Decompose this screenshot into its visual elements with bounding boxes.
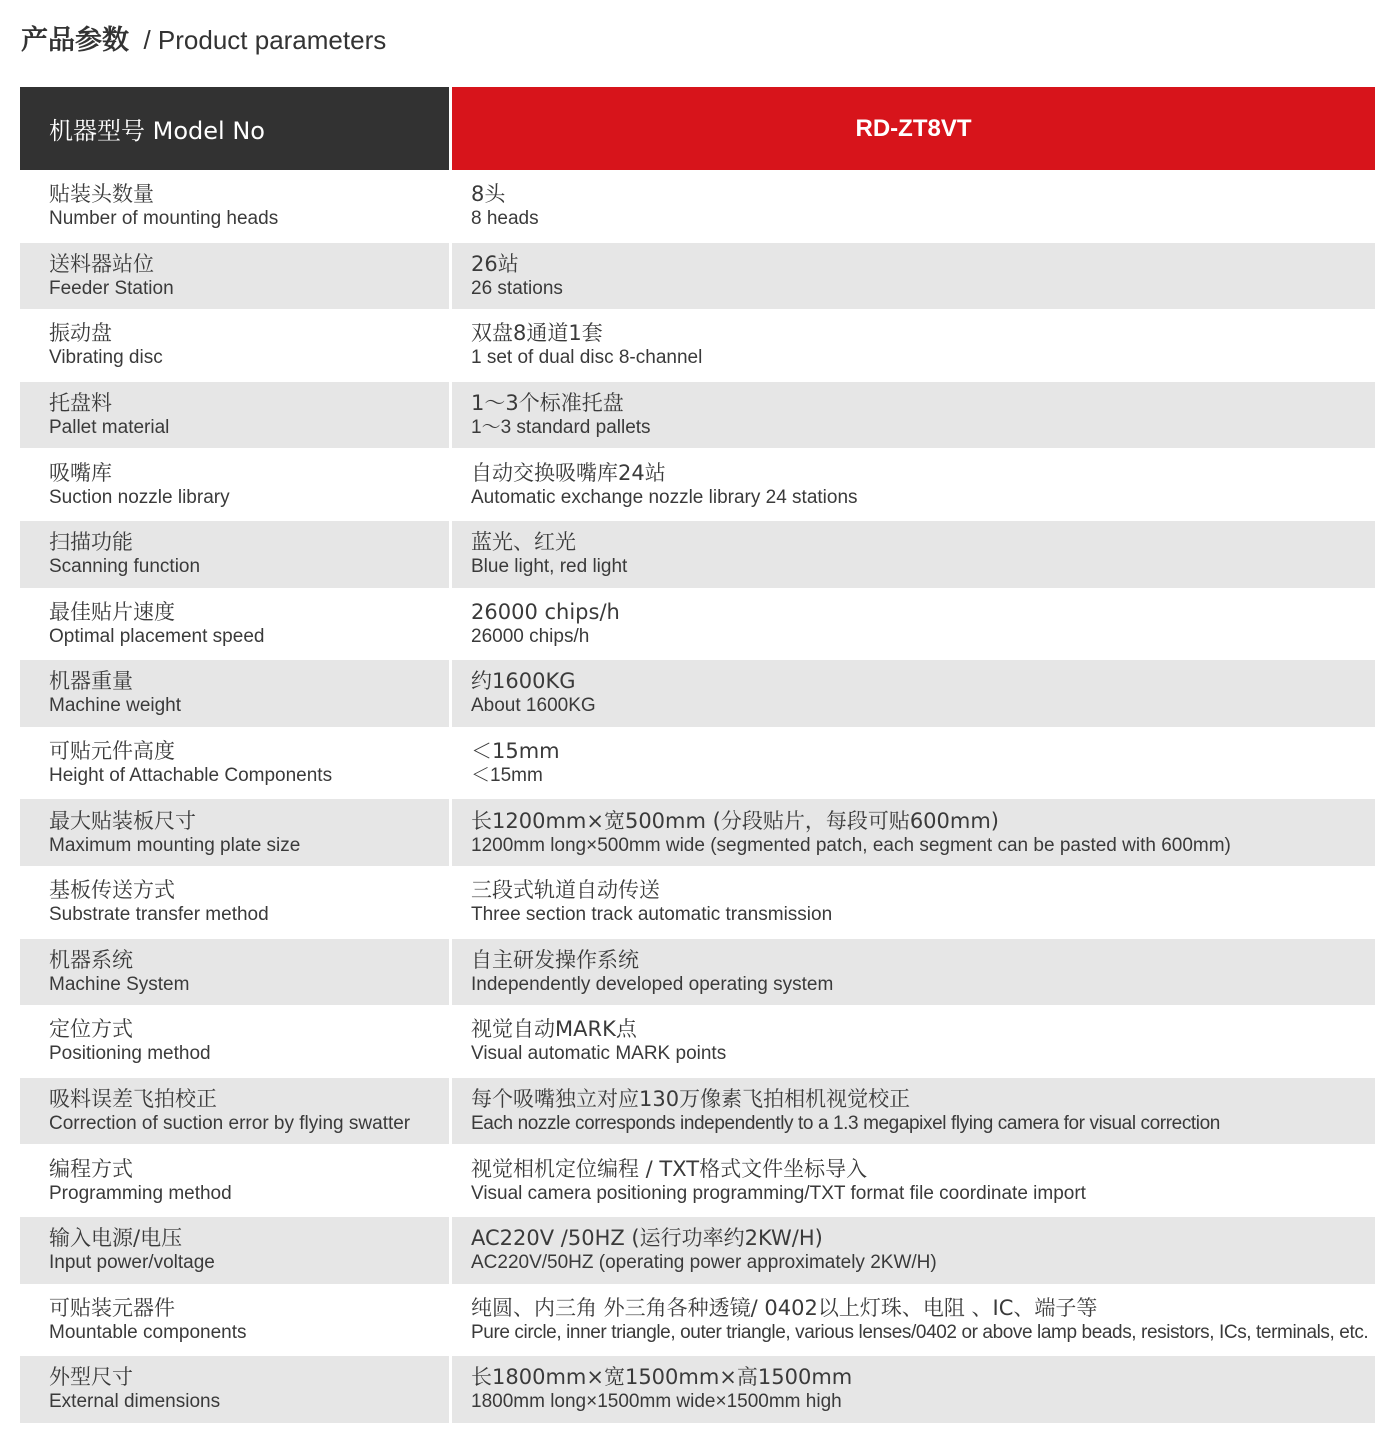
parameter-label-cn: 送料器站位 <box>49 251 154 276</box>
table-row <box>20 1217 1375 1284</box>
table-row <box>20 1008 1375 1075</box>
parameter-value-en: Each nozzle corresponds independently to a 1.3 megapixel flying camera for visual correction <box>471 1113 1220 1135</box>
parameter-label-cn: 最大贴装板尺寸 <box>49 808 196 833</box>
parameter-value-en: 1800mm long×1500mm wide×1500mm high <box>471 1391 842 1413</box>
parameter-value-cn: ＜15mm <box>471 739 560 764</box>
parameter-value-cn: 三段式轨道自动传送 <box>471 878 660 903</box>
parameter-label-cell <box>20 730 449 797</box>
parameter-value-cell <box>452 1287 1375 1354</box>
parameter-value-cell <box>452 869 1375 936</box>
parameter-value-en: 8 heads <box>471 208 539 230</box>
parameter-value-cn: 纯圆、内三角 外三角各种透镜/ 0402以上灯珠、电阻 、IC、端子等 <box>471 1295 1098 1320</box>
parameter-value-cn: 自主研发操作系统 <box>471 947 639 972</box>
parameter-label-en: Scanning function <box>49 556 201 578</box>
parameter-label-cell <box>20 939 449 1006</box>
parameter-label-en: Substrate transfer method <box>49 904 269 926</box>
page-title <box>21 18 386 62</box>
parameter-label-cell <box>20 1287 449 1354</box>
parameter-value-cell <box>452 660 1375 727</box>
parameter-value-en: Automatic exchange nozzle library 24 stations <box>471 486 858 508</box>
parameter-label-cell <box>20 1356 449 1423</box>
table-row <box>20 1078 1375 1145</box>
parameter-value-cn: 每个吸嘴独立对应130万像素飞拍相机视觉校正 <box>471 1087 911 1112</box>
table-row <box>20 521 1375 588</box>
parameter-value-cn: 约1600KG <box>471 669 576 694</box>
header-model: RD-ZT8VT <box>452 87 1375 170</box>
parameter-label-cell <box>20 869 449 936</box>
parameter-label-cn: 贴装头数量 <box>49 182 154 207</box>
parameter-value-cell <box>452 243 1375 310</box>
parameter-value-en: Visual camera positioning programming/TXT format file coordinate import <box>471 1182 1086 1204</box>
parameter-label-cell <box>20 382 449 449</box>
table-row <box>20 382 1375 449</box>
parameter-value-cn: 双盘8通道1套 <box>471 321 603 346</box>
parameter-label-en: Pallet material <box>49 417 170 439</box>
parameter-label-cn: 吸料误差飞拍校正 <box>49 1087 217 1112</box>
table-row <box>20 1356 1375 1423</box>
parameter-label-cn: 机器系统 <box>49 947 133 972</box>
parameter-value-cn: 8头 <box>471 182 506 207</box>
parameter-value-cn: 视觉相机定位编程 / TXT格式文件坐标导入 <box>471 1156 868 1181</box>
parameter-label-en: Programming method <box>49 1182 232 1204</box>
parameter-value-cn: 视觉自动MARK点 <box>471 1017 637 1042</box>
parameter-value-cn: 1～3个标准托盘 <box>471 391 624 416</box>
parameter-value-en: Pure circle, inner triangle, outer triangle, various lenses/0402 or above lamp beads, resistors, ICs, terminals, etc. <box>471 1321 1369 1343</box>
table-header <box>20 87 1375 170</box>
parameter-value-cell <box>452 939 1375 1006</box>
table-row <box>20 1287 1375 1354</box>
parameter-value-cell <box>452 1217 1375 1284</box>
page-title-cn: 产品参数 <box>21 25 129 56</box>
parameter-label-en: Optimal placement speed <box>49 625 265 647</box>
parameter-label-cn: 吸嘴库 <box>49 460 112 485</box>
parameter-value-cell <box>452 730 1375 797</box>
parameter-value-cell <box>452 521 1375 588</box>
table-body <box>20 173 1375 1426</box>
parameter-label-en: Positioning method <box>49 1043 211 1065</box>
parameter-value-cell <box>452 451 1375 518</box>
page-title-en: / Product parameters <box>143 25 387 55</box>
table-row <box>20 939 1375 1006</box>
table-row <box>20 730 1375 797</box>
parameter-label-cn: 编程方式 <box>49 1156 133 1181</box>
parameter-value-en: Blue light, red light <box>471 556 628 578</box>
parameter-value-en: 1～3 standard pallets <box>471 417 651 439</box>
parameter-label-cell <box>20 521 449 588</box>
parameter-label-cn: 外型尺寸 <box>49 1365 133 1390</box>
parameter-label-en: Suction nozzle library <box>49 486 230 508</box>
parameter-value-en: 1200mm long×500mm wide (segmented patch, each segment can be pasted with 600mm) <box>471 834 1231 856</box>
table-row <box>20 173 1375 240</box>
parameter-value-cn: 蓝光、红光 <box>471 530 576 555</box>
parameter-label-cell <box>20 451 449 518</box>
table-row <box>20 660 1375 727</box>
parameter-value-en: Visual automatic MARK points <box>471 1043 727 1065</box>
parameter-label-cn: 定位方式 <box>49 1017 133 1042</box>
parameter-value-cell <box>452 312 1375 379</box>
parameter-value-cn: 26站 <box>471 251 519 276</box>
parameter-label-cn: 输入电源/电压 <box>49 1226 183 1251</box>
parameter-label-cell <box>20 1147 449 1214</box>
parameter-label-cell <box>20 1217 449 1284</box>
table-row <box>20 451 1375 518</box>
parameter-label-en: Vibrating disc <box>49 347 163 369</box>
parameter-value-cell <box>452 591 1375 658</box>
parameter-value-cell <box>452 1356 1375 1423</box>
parameter-label-cn: 可贴元件高度 <box>49 739 175 764</box>
parameter-value-cell <box>452 173 1375 240</box>
parameter-label-en: Correction of suction error by flying swatter <box>49 1113 411 1135</box>
parameter-value-cell <box>452 1147 1375 1214</box>
parameter-label-en: Input power/voltage <box>49 1252 215 1274</box>
parameter-label-cn: 托盘料 <box>49 391 112 416</box>
parameter-label-en: External dimensions <box>49 1391 221 1413</box>
parameter-label-cell <box>20 1078 449 1145</box>
table-row <box>20 243 1375 310</box>
parameter-value-cn: AC220V /50HZ (运行功率约2KW/H) <box>471 1226 823 1251</box>
parameter-value-en: Three section track automatic transmission <box>471 904 833 926</box>
parameter-value-en: ＜15mm <box>471 765 543 787</box>
parameter-value-cn: 26000 chips/h <box>471 599 620 624</box>
parameter-label-cn: 可贴装元器件 <box>49 1295 175 1320</box>
header-label: 机器型号 Model No <box>20 87 449 170</box>
parameter-value-en: AC220V/50HZ (operating power approximately 2KW/H) <box>471 1252 937 1274</box>
parameter-label-cell <box>20 243 449 310</box>
table-row <box>20 591 1375 658</box>
parameter-label-en: Number of mounting heads <box>49 208 279 230</box>
table-row <box>20 869 1375 936</box>
parameter-value-cn: 长1200mm×宽500mm (分段贴片，每段可贴600mm) <box>471 808 1000 833</box>
parameters-table <box>20 87 1375 1426</box>
parameter-label-en: Machine System <box>49 973 190 995</box>
table-row <box>20 1147 1375 1214</box>
parameter-label-en: Height of Attachable Components <box>49 765 333 787</box>
parameter-label-cn: 最佳贴片速度 <box>49 599 175 624</box>
parameter-label-cell <box>20 591 449 658</box>
parameter-value-cell <box>452 1078 1375 1145</box>
parameter-value-cn: 长1800mm×宽1500mm×高1500mm <box>471 1365 853 1390</box>
parameter-value-cn: 自动交换吸嘴库24站 <box>471 460 666 485</box>
parameter-label-en: Feeder Station <box>49 277 174 299</box>
table-row <box>20 312 1375 379</box>
parameter-label-en: Machine weight <box>49 695 182 717</box>
parameter-value-cell <box>452 799 1375 866</box>
parameter-label-cell <box>20 173 449 240</box>
parameter-value-cell <box>452 382 1375 449</box>
parameter-label-en: Maximum mounting plate size <box>49 834 301 856</box>
parameter-value-en: 1 set of dual disc 8-channel <box>471 347 703 369</box>
parameter-value-en: 26 stations <box>471 277 563 299</box>
parameter-label-en: Mountable components <box>49 1321 247 1343</box>
parameter-value-en: About 1600KG <box>471 695 596 717</box>
parameter-value-cell <box>452 1008 1375 1075</box>
parameter-label-cell <box>20 1008 449 1075</box>
parameter-value-en: 26000 chips/h <box>471 625 590 647</box>
parameter-label-cn: 机器重量 <box>49 669 133 694</box>
parameter-label-cell <box>20 312 449 379</box>
parameter-label-cell <box>20 660 449 727</box>
parameter-label-cn: 扫描功能 <box>49 530 133 555</box>
parameter-label-cell <box>20 799 449 866</box>
parameter-label-cn: 振动盘 <box>49 321 112 346</box>
table-row <box>20 799 1375 866</box>
parameter-label-cn: 基板传送方式 <box>49 878 175 903</box>
parameter-value-en: Independently developed operating system <box>471 973 834 995</box>
